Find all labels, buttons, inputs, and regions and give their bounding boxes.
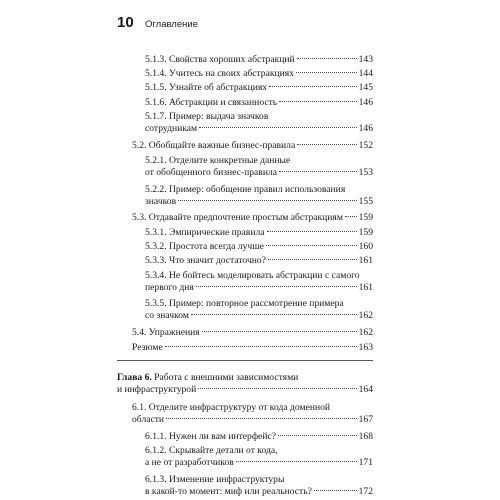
chapter-label: Глава 6.: [117, 372, 155, 383]
toc-entry: [145, 431, 373, 443]
dot-leader: [279, 101, 356, 102]
toc-entry-title: со значком: [145, 310, 189, 321]
page-ref: 155: [358, 196, 373, 207]
toc-entry: [145, 270, 373, 294]
toc-entry-title: Пример: выдача значков: [168, 111, 269, 122]
toc-entry: [132, 140, 373, 152]
dot-leader: [269, 86, 357, 87]
toc-entry-title: и инфраструктурой: [117, 384, 197, 395]
toc-entry-title: Не бойтесь моделировать абстракции с самого: [168, 270, 360, 281]
dot-leader: [191, 314, 357, 315]
page-ref: 161: [358, 282, 373, 293]
toc-entry-line: [145, 445, 373, 457]
toc-entry-line: [145, 196, 373, 208]
toc-entry-line: [132, 212, 373, 224]
page-header: [117, 14, 198, 31]
page-ref: 160: [358, 241, 373, 252]
toc-entry-line: [145, 310, 373, 322]
toc-entry-line: [132, 140, 373, 152]
section-number: 5.1.7.: [145, 111, 169, 122]
toc-entry-title: Отдавайте предпочтение простым абстракциям: [148, 212, 343, 223]
section-number: 5.1.3.: [145, 54, 169, 65]
section-number: 5.1.6.: [145, 97, 169, 108]
toc-entry-title: Скрывайте детали от кода,: [168, 445, 278, 456]
toc-entry-line: [132, 342, 373, 354]
section-number: 6.1.3.: [145, 474, 169, 485]
dot-leader: [297, 144, 356, 145]
page-ref: 168: [358, 431, 373, 442]
page-ref: 162: [358, 310, 373, 321]
toc-entry-line: [145, 167, 373, 179]
toc-entry-line: [117, 384, 373, 396]
dot-leader: [268, 259, 357, 260]
toc-entry: [145, 97, 373, 109]
section-number: 5.2.2.: [145, 184, 169, 195]
dot-leader: [236, 461, 357, 462]
dot-leader: [196, 286, 357, 287]
toc-entry-title: в какой-то момент: миф или реальность?: [145, 486, 312, 497]
page-ref: 159: [358, 212, 373, 223]
page-ref: 164: [358, 384, 373, 395]
toc-entry: [145, 298, 373, 322]
toc-entry-title: Нужен ли вам интерфейс?: [168, 431, 276, 442]
toc-entry-line: [145, 123, 373, 135]
toc-entry: [117, 372, 373, 396]
dot-leader: [198, 388, 356, 389]
toc-entry-line: [132, 402, 373, 414]
dot-leader: [266, 245, 357, 246]
toc-entry-title: Обобщайте важные бизнес-правила: [148, 140, 296, 151]
toc-entry-line: [145, 457, 373, 469]
section-number: 5.3.4.: [145, 270, 169, 281]
section-number: 5.3.5.: [145, 298, 169, 309]
toc-entry-line: [145, 298, 373, 310]
toc-entry-line: [132, 414, 373, 426]
toc-entry-line: [145, 241, 373, 253]
toc-entry-line: [145, 282, 373, 294]
toc-entry: [145, 68, 373, 80]
toc-entry-title: а не от разработчиков: [145, 457, 234, 468]
section-number: 5.4.: [132, 327, 149, 338]
dot-leader: [296, 72, 357, 73]
toc-entry: [132, 327, 373, 339]
toc-entry: [145, 474, 373, 498]
toc-entry: [145, 54, 373, 66]
toc-entry: [145, 445, 373, 469]
page-ref: 144: [358, 68, 373, 79]
toc-entry: [132, 342, 373, 354]
toc-entry-line: [145, 97, 373, 109]
toc-entry-title: Изменение инфраструктуры: [168, 474, 285, 485]
toc-entry: [145, 241, 373, 253]
toc-entry-title: Свойства хороших абстракций: [168, 54, 295, 65]
toc-entry-line: [145, 486, 373, 498]
section-number: 5.3.3.: [145, 255, 169, 266]
dot-leader: [166, 418, 357, 419]
toc-entry-line: [145, 227, 373, 239]
toc-entry: [145, 155, 373, 179]
page-ref: 161: [358, 255, 373, 266]
section-number: 5.1.5.: [145, 82, 169, 93]
toc-entry-title: Учитесь на своих абстракциях: [168, 68, 294, 79]
section-number: 5.1.4.: [145, 68, 169, 79]
toc-entry-title: Простота всегда лучше: [168, 241, 264, 252]
toc-entry-line: [145, 54, 373, 66]
dot-leader: [297, 58, 357, 59]
toc-entry-line: [145, 82, 373, 94]
dot-leader: [278, 435, 357, 436]
section-number: 5.3.2.: [145, 241, 169, 252]
toc-entry-line: [145, 431, 373, 443]
dot-leader: [314, 490, 357, 491]
toc-entry-title: области: [132, 414, 165, 425]
page-ref: 172: [358, 486, 373, 497]
toc-entry: [145, 111, 373, 135]
dot-leader: [165, 346, 357, 347]
chapter-divider: [117, 360, 373, 361]
toc-entry: [145, 82, 373, 94]
toc-entry-line: [145, 474, 373, 486]
dot-leader: [267, 231, 357, 232]
section-number: 5.3.1.: [145, 227, 169, 238]
dot-leader: [345, 216, 357, 217]
toc-entry-line: [132, 327, 373, 339]
toc-entry-title: Упражнения: [148, 327, 200, 338]
dot-leader: [202, 331, 357, 332]
dot-leader: [178, 200, 356, 201]
toc-entry-line: [145, 68, 373, 80]
page-number: 10: [117, 14, 134, 31]
page-ref: 159: [358, 227, 373, 238]
toc-entry-title: Резюме: [132, 342, 163, 353]
toc-entry-title: первого дня: [145, 282, 194, 293]
toc-entry-title: Эмпирические правила: [168, 227, 265, 238]
page-ref: 152: [358, 140, 373, 151]
toc-entry-title: Узнайте об абстракциях: [168, 82, 268, 93]
toc-entry-title: Отделите инфраструктуру от кода доменной: [148, 402, 331, 413]
section-number: 5.2.: [132, 140, 149, 151]
toc-entry: [145, 227, 373, 239]
page-ref: 153: [358, 167, 373, 178]
toc-entry: [145, 184, 373, 208]
toc-entry-line: [145, 255, 373, 267]
toc-entry-title: Абстракции и связанность: [168, 97, 278, 108]
toc-entry-title: Отделите конкретные данные: [168, 155, 291, 166]
page-ref: 146: [358, 97, 373, 108]
toc-entry-title: Пример: обобщение правил использования: [168, 184, 346, 195]
page-ref: 163: [358, 342, 373, 353]
toc-entry-title: сотрудникам: [145, 123, 198, 134]
toc-entry-line: [145, 270, 373, 282]
toc-entry-title: значков: [145, 196, 177, 207]
section-number: 5.2.1.: [145, 155, 169, 166]
toc-entry-line: [145, 155, 373, 167]
toc-entry-title: от обобщенного бизнес-правила: [145, 167, 278, 178]
page-ref: 162: [358, 327, 373, 338]
section-number: 5.3.: [132, 212, 149, 223]
toc-entry: [132, 402, 373, 426]
section-number: 6.1.2.: [145, 445, 169, 456]
toc-entry-title: Работа с внешними зависимостями: [154, 372, 299, 383]
page-ref: 143: [358, 54, 373, 65]
toc-entry: [145, 255, 373, 267]
page-ref: 146: [358, 123, 373, 134]
page-ref: 167: [358, 414, 373, 425]
toc-entry-line: [145, 184, 373, 196]
section-number: 6.1.: [132, 402, 149, 413]
dot-leader: [199, 127, 357, 128]
page-ref: 171: [358, 457, 373, 468]
toc-entry: [132, 212, 373, 224]
toc-entry-title: Что значит достаточно?: [168, 255, 266, 266]
toc-entry-title: Пример: повторное рассмотрение примера: [168, 298, 344, 309]
toc-entry-line: [145, 111, 373, 123]
running-header-title: Оглавление: [145, 19, 198, 30]
dot-leader: [279, 171, 357, 172]
section-number: 6.1.1.: [145, 431, 169, 442]
toc-entry-line: [117, 372, 373, 384]
page-ref: 145: [358, 82, 373, 93]
